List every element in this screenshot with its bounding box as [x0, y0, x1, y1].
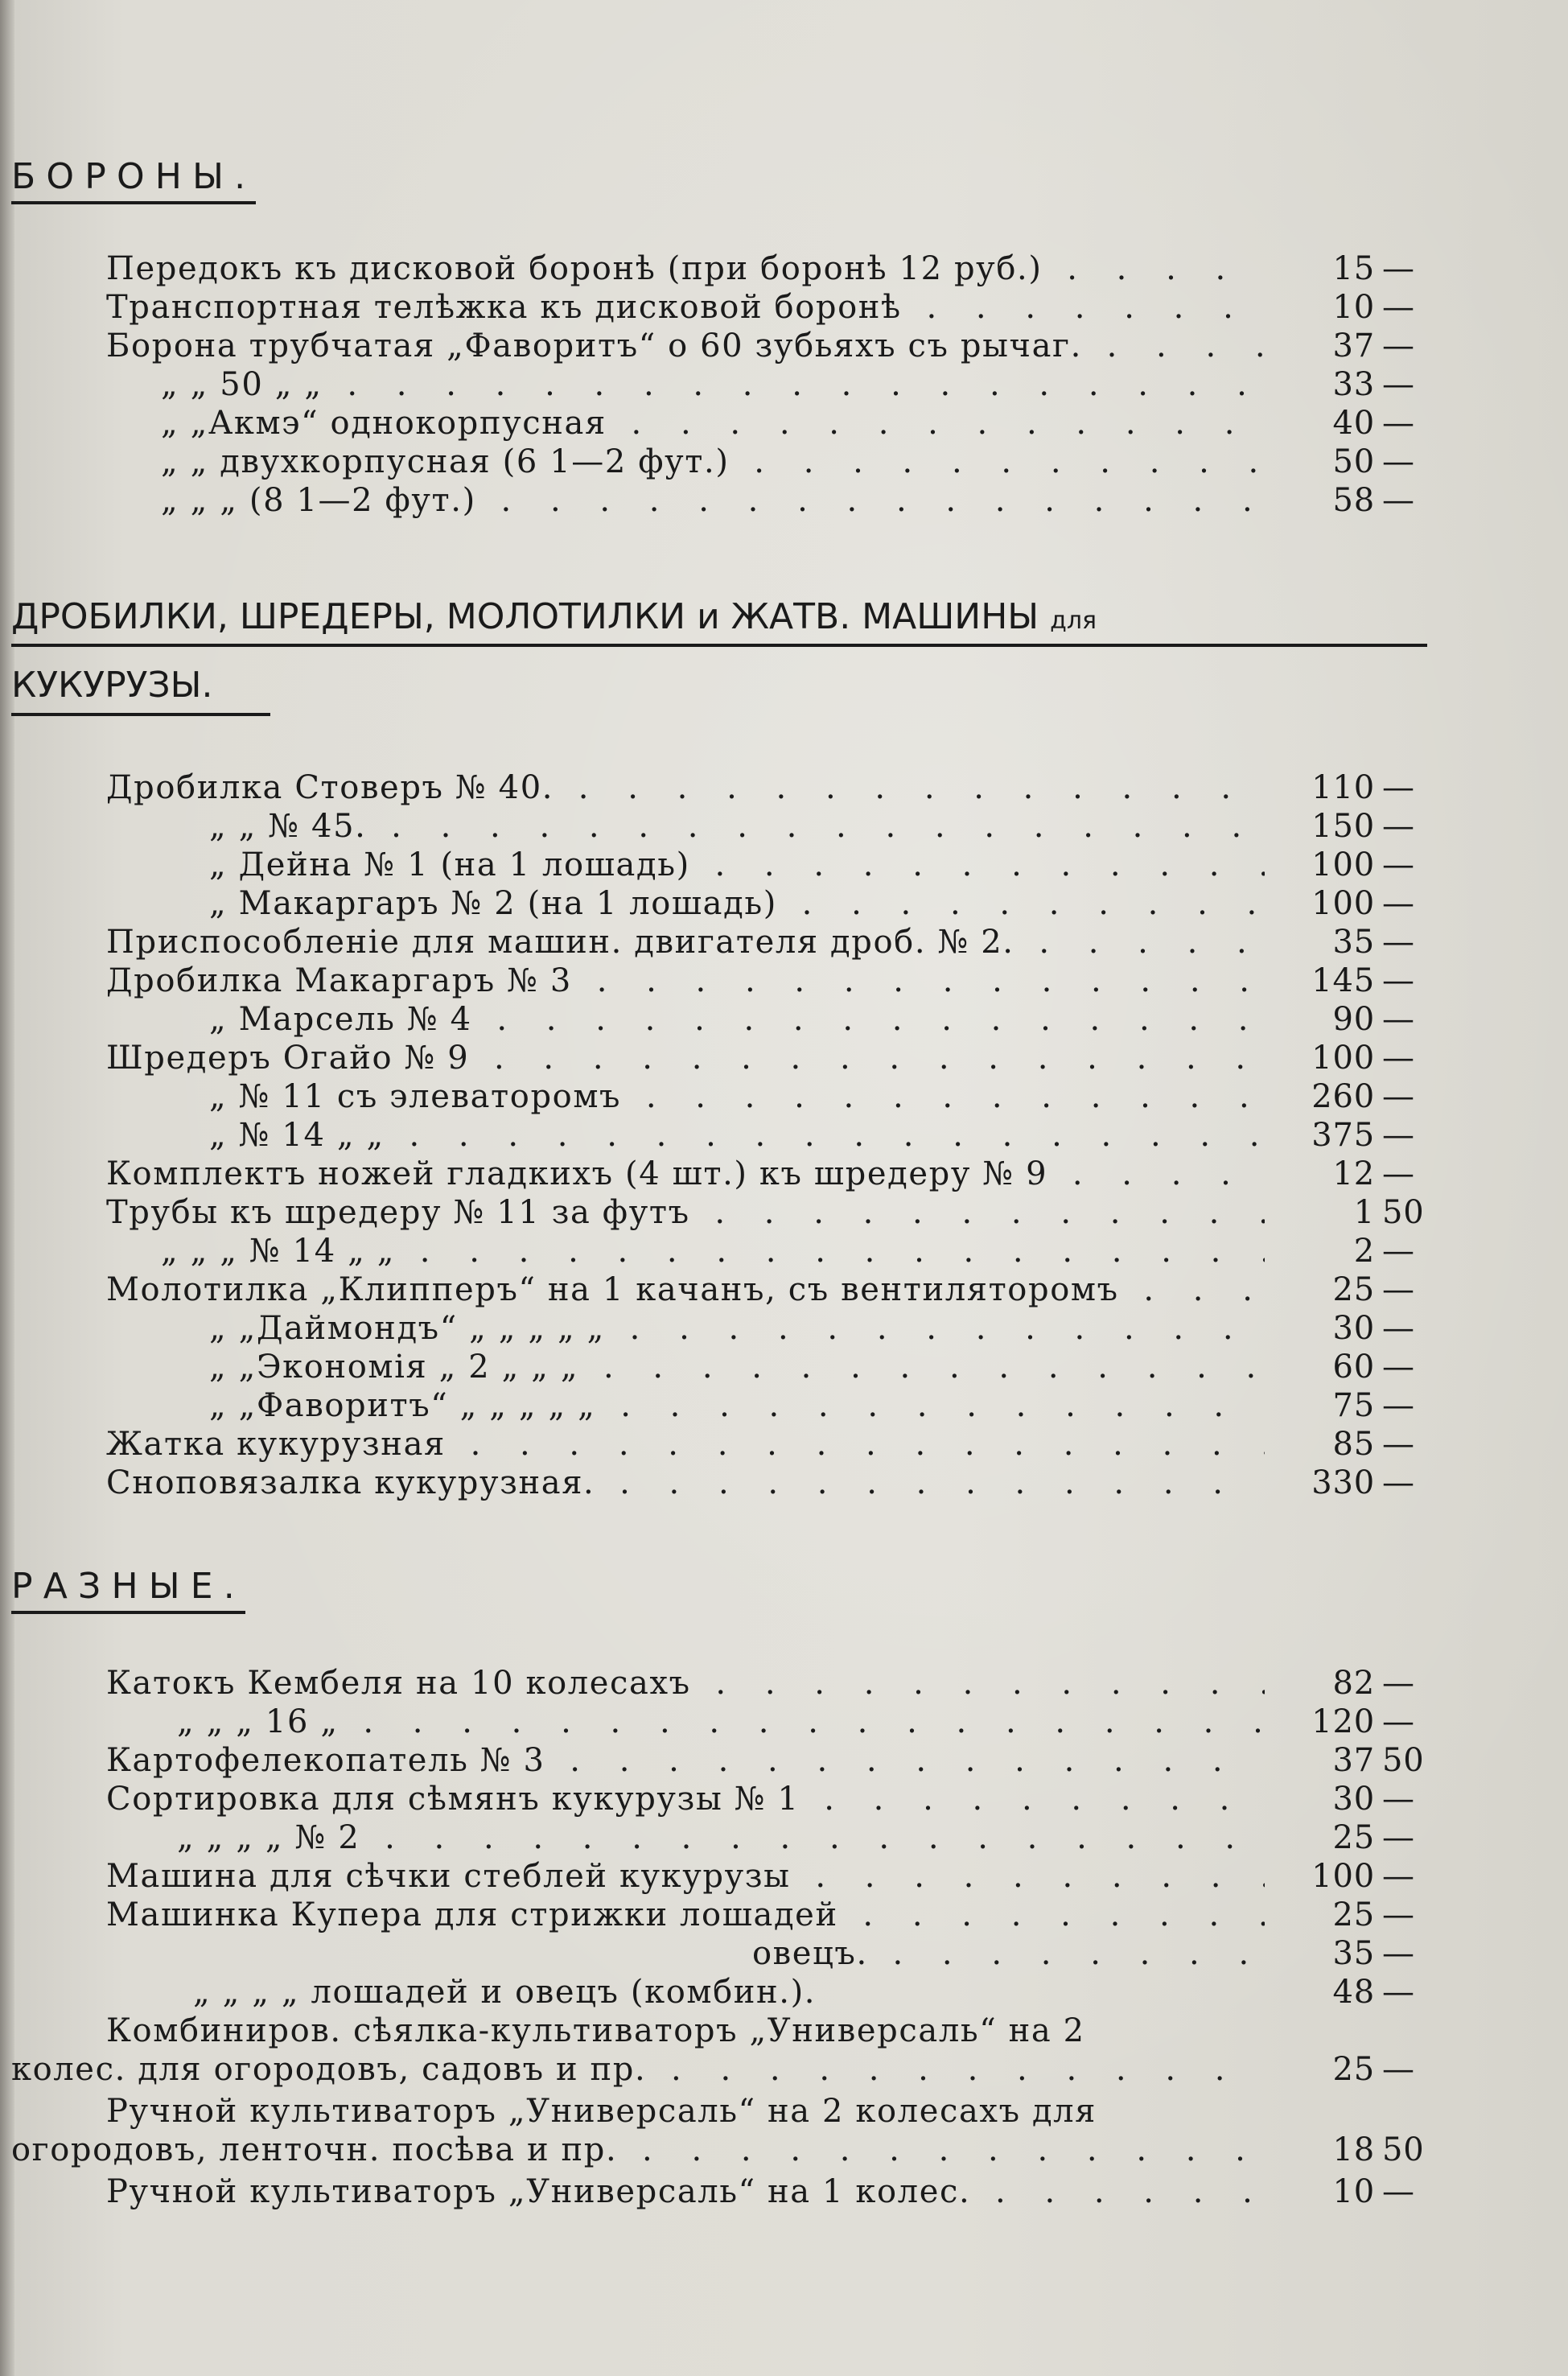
item-name: Молотилка „Клипперъ“ на 1 качанъ, съ вентиляторомъ . . .	[106, 1270, 1265, 1309]
item-name: Дробилка Стоверъ № 40. . . .	[106, 768, 1265, 807]
price-row	[0, 481, 1568, 520]
item-name: Картофелекопатель № 3 . . .	[106, 1741, 1265, 1780]
price-rubles: 40	[1332, 405, 1375, 442]
price-rubles: 37	[1332, 1742, 1375, 1779]
price-rubles: 30	[1332, 1310, 1375, 1347]
item-name: „ „Даймондъ“ „ „ „ „ „ . . .	[209, 1309, 1265, 1348]
price-row	[0, 1425, 1568, 1464]
price-kopecks: —	[1382, 1233, 1415, 1270]
price-row	[0, 884, 1568, 923]
item-name: Ручной культиваторъ „Универсаль“ на 2 колесахъ для	[106, 2093, 1097, 2130]
heading-small-word: для	[1050, 607, 1097, 635]
price-row	[0, 327, 1568, 365]
heading-line-2: КУКУРУЗЫ.	[11, 665, 213, 706]
price-kopecks: —	[1382, 1078, 1415, 1115]
price-row	[0, 249, 1568, 288]
item-name: Ручной культиваторъ „Универсаль“ на 1 колес. . . .	[106, 2172, 1265, 2211]
price-row	[0, 1818, 1568, 1857]
item-name: Катокъ Кембеля на 10 колесахъ . . .	[106, 1664, 1265, 1703]
price-kopecks: —	[1382, 1387, 1415, 1424]
price-kopecks: —	[1382, 1001, 1415, 1038]
price-rubles: 25	[1332, 1896, 1375, 1933]
price-row	[0, 1703, 1568, 1741]
price-rubles: 48	[1332, 1974, 1375, 2011]
item-name: „ „ „ „ № 2 . . .	[177, 1818, 1265, 1857]
item-name: Транспортная телѣжка къ дисковой боронѣ . . .	[106, 288, 1265, 327]
item-name: „ № 11 съ элеваторомъ . . .	[209, 1077, 1265, 1116]
price-kopecks: —	[1382, 366, 1415, 403]
item-name: Шредеръ Огайо № 9 . . .	[106, 1039, 1265, 1077]
heading-underline	[11, 713, 270, 716]
price-kopecks: —	[1382, 1464, 1415, 1501]
price-row	[0, 1116, 1568, 1155]
price-rubles: 58	[1332, 482, 1375, 519]
price-row	[0, 768, 1568, 807]
price-rubles: 18	[1332, 2131, 1375, 2168]
price-kopecks: —	[1382, 1310, 1415, 1347]
item-name: Приспособленіе для машин. двигателя дроб. № 2. . . .	[106, 923, 1265, 962]
item-name: колес. для огородовъ, садовъ и пр. . . .	[11, 2050, 1265, 2089]
price-kopecks: —	[1382, 2051, 1415, 2088]
price-rubles: 100	[1311, 1040, 1375, 1077]
price-rubles: 75	[1332, 1387, 1375, 1424]
item-name: Комбиниров. сѣялка-культиваторъ „Универсаль“ на 2	[106, 2012, 1085, 2049]
price-row	[0, 1270, 1568, 1309]
item-name: „ „ „ (8 1—2 фут.) . . .	[161, 481, 1265, 520]
price-rubles: 25	[1332, 1819, 1375, 1856]
price-row	[0, 404, 1568, 443]
item-name: Машина для сѣчки стеблей кукурузы . . .	[106, 1857, 1265, 1896]
price-kopecks: —	[1382, 1703, 1415, 1740]
price-row	[0, 923, 1568, 962]
price-row	[0, 2012, 1568, 2050]
price-rubles: 10	[1332, 2173, 1375, 2210]
price-row	[0, 807, 1568, 846]
price-rubles: 35	[1332, 924, 1375, 961]
price-kopecks: —	[1382, 1896, 1415, 1933]
price-row	[0, 1039, 1568, 1077]
price-kopecks: —	[1382, 1271, 1415, 1308]
price-kopecks: 50	[1382, 2131, 1425, 2168]
item-name: „ „ „ № 14 „ „ . . .	[161, 1232, 1265, 1270]
price-kopecks: —	[1382, 1117, 1415, 1154]
item-name: „ „Акмэ“ однокорпусная . . .	[161, 404, 1265, 443]
price-row	[0, 2092, 1568, 2131]
item-name: Передокъ къ дисковой боронѣ (при боронѣ 12 руб.) . . .	[106, 249, 1265, 288]
section-heading-borony: БОРОНЫ.	[11, 159, 256, 204]
price-kopecks: —	[1382, 1974, 1415, 2011]
price-kopecks: —	[1382, 924, 1415, 961]
price-row	[0, 1741, 1568, 1780]
price-rubles: 30	[1332, 1781, 1375, 1818]
price-rubles: 15	[1332, 250, 1375, 287]
price-rubles: 100	[1311, 885, 1375, 922]
item-name: огородовъ, ленточн. посѣва и пр. . . .	[11, 2131, 1265, 2169]
price-rubles: 100	[1311, 846, 1375, 883]
price-row	[0, 1973, 1568, 2012]
price-rubles: 85	[1332, 1426, 1375, 1463]
item-name: „ „Экономія „ 2 „ „ „ . . .	[209, 1348, 1265, 1386]
price-kopecks: 50	[1382, 1194, 1425, 1231]
item-name: Дробилка Макаргаръ № 3 . . .	[106, 962, 1265, 1000]
item-name: „ Макаргаръ № 2 (на 1 лошадь) . . .	[209, 884, 1265, 923]
price-rubles: 1	[1353, 1194, 1375, 1231]
price-kopecks: —	[1382, 1426, 1415, 1463]
price-rubles: 375	[1311, 1117, 1375, 1154]
price-row	[0, 2050, 1568, 2089]
price-kopecks: —	[1382, 482, 1415, 519]
price-kopecks: —	[1382, 2173, 1415, 2210]
item-name: „ „ 50 „ „ . . .	[161, 365, 1265, 404]
price-kopecks: —	[1382, 327, 1415, 364]
price-row	[0, 962, 1568, 1000]
heading-line-1: ДРОБИЛКИ, ШРЕДЕРЫ, МОЛОТИЛКИ и ЖАТВ. МАШИНЫ	[11, 596, 1039, 637]
price-row	[0, 2131, 1568, 2169]
price-row	[0, 1464, 1568, 1502]
price-kopecks: —	[1382, 250, 1415, 287]
price-row	[0, 1193, 1568, 1232]
item-name: Борона трубчатая „Фаворитъ“ о 60 зубьяхъ съ рычаг. . . .	[106, 327, 1265, 365]
item-name: „ Дейна № 1 (на 1 лошадь) . . .	[209, 846, 1265, 884]
price-row	[0, 288, 1568, 327]
item-name: Сноповязалка кукурузная. . . .	[106, 1464, 1265, 1502]
price-kopecks: —	[1382, 846, 1415, 883]
item-name: „ „Фаворитъ“ „ „ „ „ „ . . .	[209, 1386, 1265, 1425]
item-name: „ Марсель № 4 . . .	[209, 1000, 1265, 1039]
price-row	[0, 1857, 1568, 1896]
item-name: Сортировка для сѣмянъ кукурузы № 1 . . .	[106, 1780, 1265, 1818]
price-rubles: 145	[1311, 962, 1375, 999]
item-name: Машинка Купера для стрижки лошадей . . .	[106, 1896, 1265, 1934]
price-row	[0, 443, 1568, 481]
item-name: Комплектъ ножей гладкихъ (4 шт.) къ шредеру № 9 . . .	[106, 1155, 1265, 1193]
price-row	[0, 1934, 1568, 1973]
item-name: „ „ № 45. . . .	[209, 807, 1265, 846]
item-name: „ „ „ „ лошадей и овецъ (комбин.).	[193, 1974, 817, 2011]
price-kopecks: —	[1382, 1858, 1415, 1895]
price-rubles: 150	[1311, 808, 1375, 845]
item-name: „ „ двухкорпусная (6 1—2 фут.) . . .	[161, 443, 1265, 481]
price-kopecks: —	[1382, 885, 1415, 922]
price-rubles: 110	[1311, 769, 1375, 806]
item-name: овецъ. . . .	[752, 1934, 1265, 1973]
price-rubles: 10	[1332, 289, 1375, 326]
price-kopecks: —	[1382, 1155, 1415, 1192]
price-row	[0, 1780, 1568, 1818]
price-rubles: 260	[1311, 1078, 1375, 1115]
price-rubles: 100	[1311, 1858, 1375, 1895]
heading-underline	[11, 644, 1427, 647]
price-rubles: 2	[1353, 1233, 1375, 1270]
price-rubles: 25	[1332, 1271, 1375, 1308]
price-row	[0, 1896, 1568, 1934]
price-row	[0, 1077, 1568, 1116]
price-kopecks: —	[1382, 1040, 1415, 1077]
price-rubles: 330	[1311, 1464, 1375, 1501]
price-rubles: 33	[1332, 366, 1375, 403]
price-rubles: 120	[1311, 1703, 1375, 1740]
price-rubles: 37	[1332, 327, 1375, 364]
price-rubles: 25	[1332, 2051, 1375, 2088]
price-kopecks: —	[1382, 769, 1415, 806]
price-rubles: 35	[1332, 1935, 1375, 1972]
section-heading-drobilki-line2	[11, 665, 213, 706]
item-name: „ „ „ 16 „ . . .	[177, 1703, 1265, 1741]
price-kopecks: —	[1382, 1349, 1415, 1386]
price-kopecks: —	[1382, 443, 1415, 480]
price-rubles: 60	[1332, 1349, 1375, 1386]
price-row	[0, 846, 1568, 884]
price-row	[0, 1232, 1568, 1270]
price-rubles: 82	[1332, 1665, 1375, 1702]
price-row	[0, 1664, 1568, 1703]
item-name: Трубы къ шредеру № 11 за футъ . . .	[106, 1193, 1265, 1232]
price-row	[0, 1348, 1568, 1386]
section-heading-raznye: РАЗНЫЕ.	[11, 1569, 245, 1614]
price-row	[0, 365, 1568, 404]
price-row	[0, 2172, 1568, 2211]
price-kopecks: —	[1382, 962, 1415, 999]
price-rubles: 90	[1332, 1001, 1375, 1038]
price-kopecks: —	[1382, 1665, 1415, 1702]
item-name: „ № 14 „ „ . . .	[209, 1116, 1265, 1155]
price-kopecks: —	[1382, 1935, 1415, 1972]
price-kopecks: —	[1382, 289, 1415, 326]
price-rubles: 50	[1332, 443, 1375, 480]
section-heading-drobilki	[11, 596, 1097, 637]
price-row	[0, 1386, 1568, 1425]
price-row	[0, 1309, 1568, 1348]
price-kopecks: —	[1382, 808, 1415, 845]
price-rubles: 12	[1332, 1155, 1375, 1192]
price-kopecks: 50	[1382, 1742, 1425, 1779]
price-kopecks: —	[1382, 1819, 1415, 1856]
item-name: Жатка кукурузная . . .	[106, 1425, 1265, 1464]
price-kopecks: —	[1382, 1781, 1415, 1818]
price-row	[0, 1000, 1568, 1039]
price-row	[0, 1155, 1568, 1193]
price-kopecks: —	[1382, 405, 1415, 442]
